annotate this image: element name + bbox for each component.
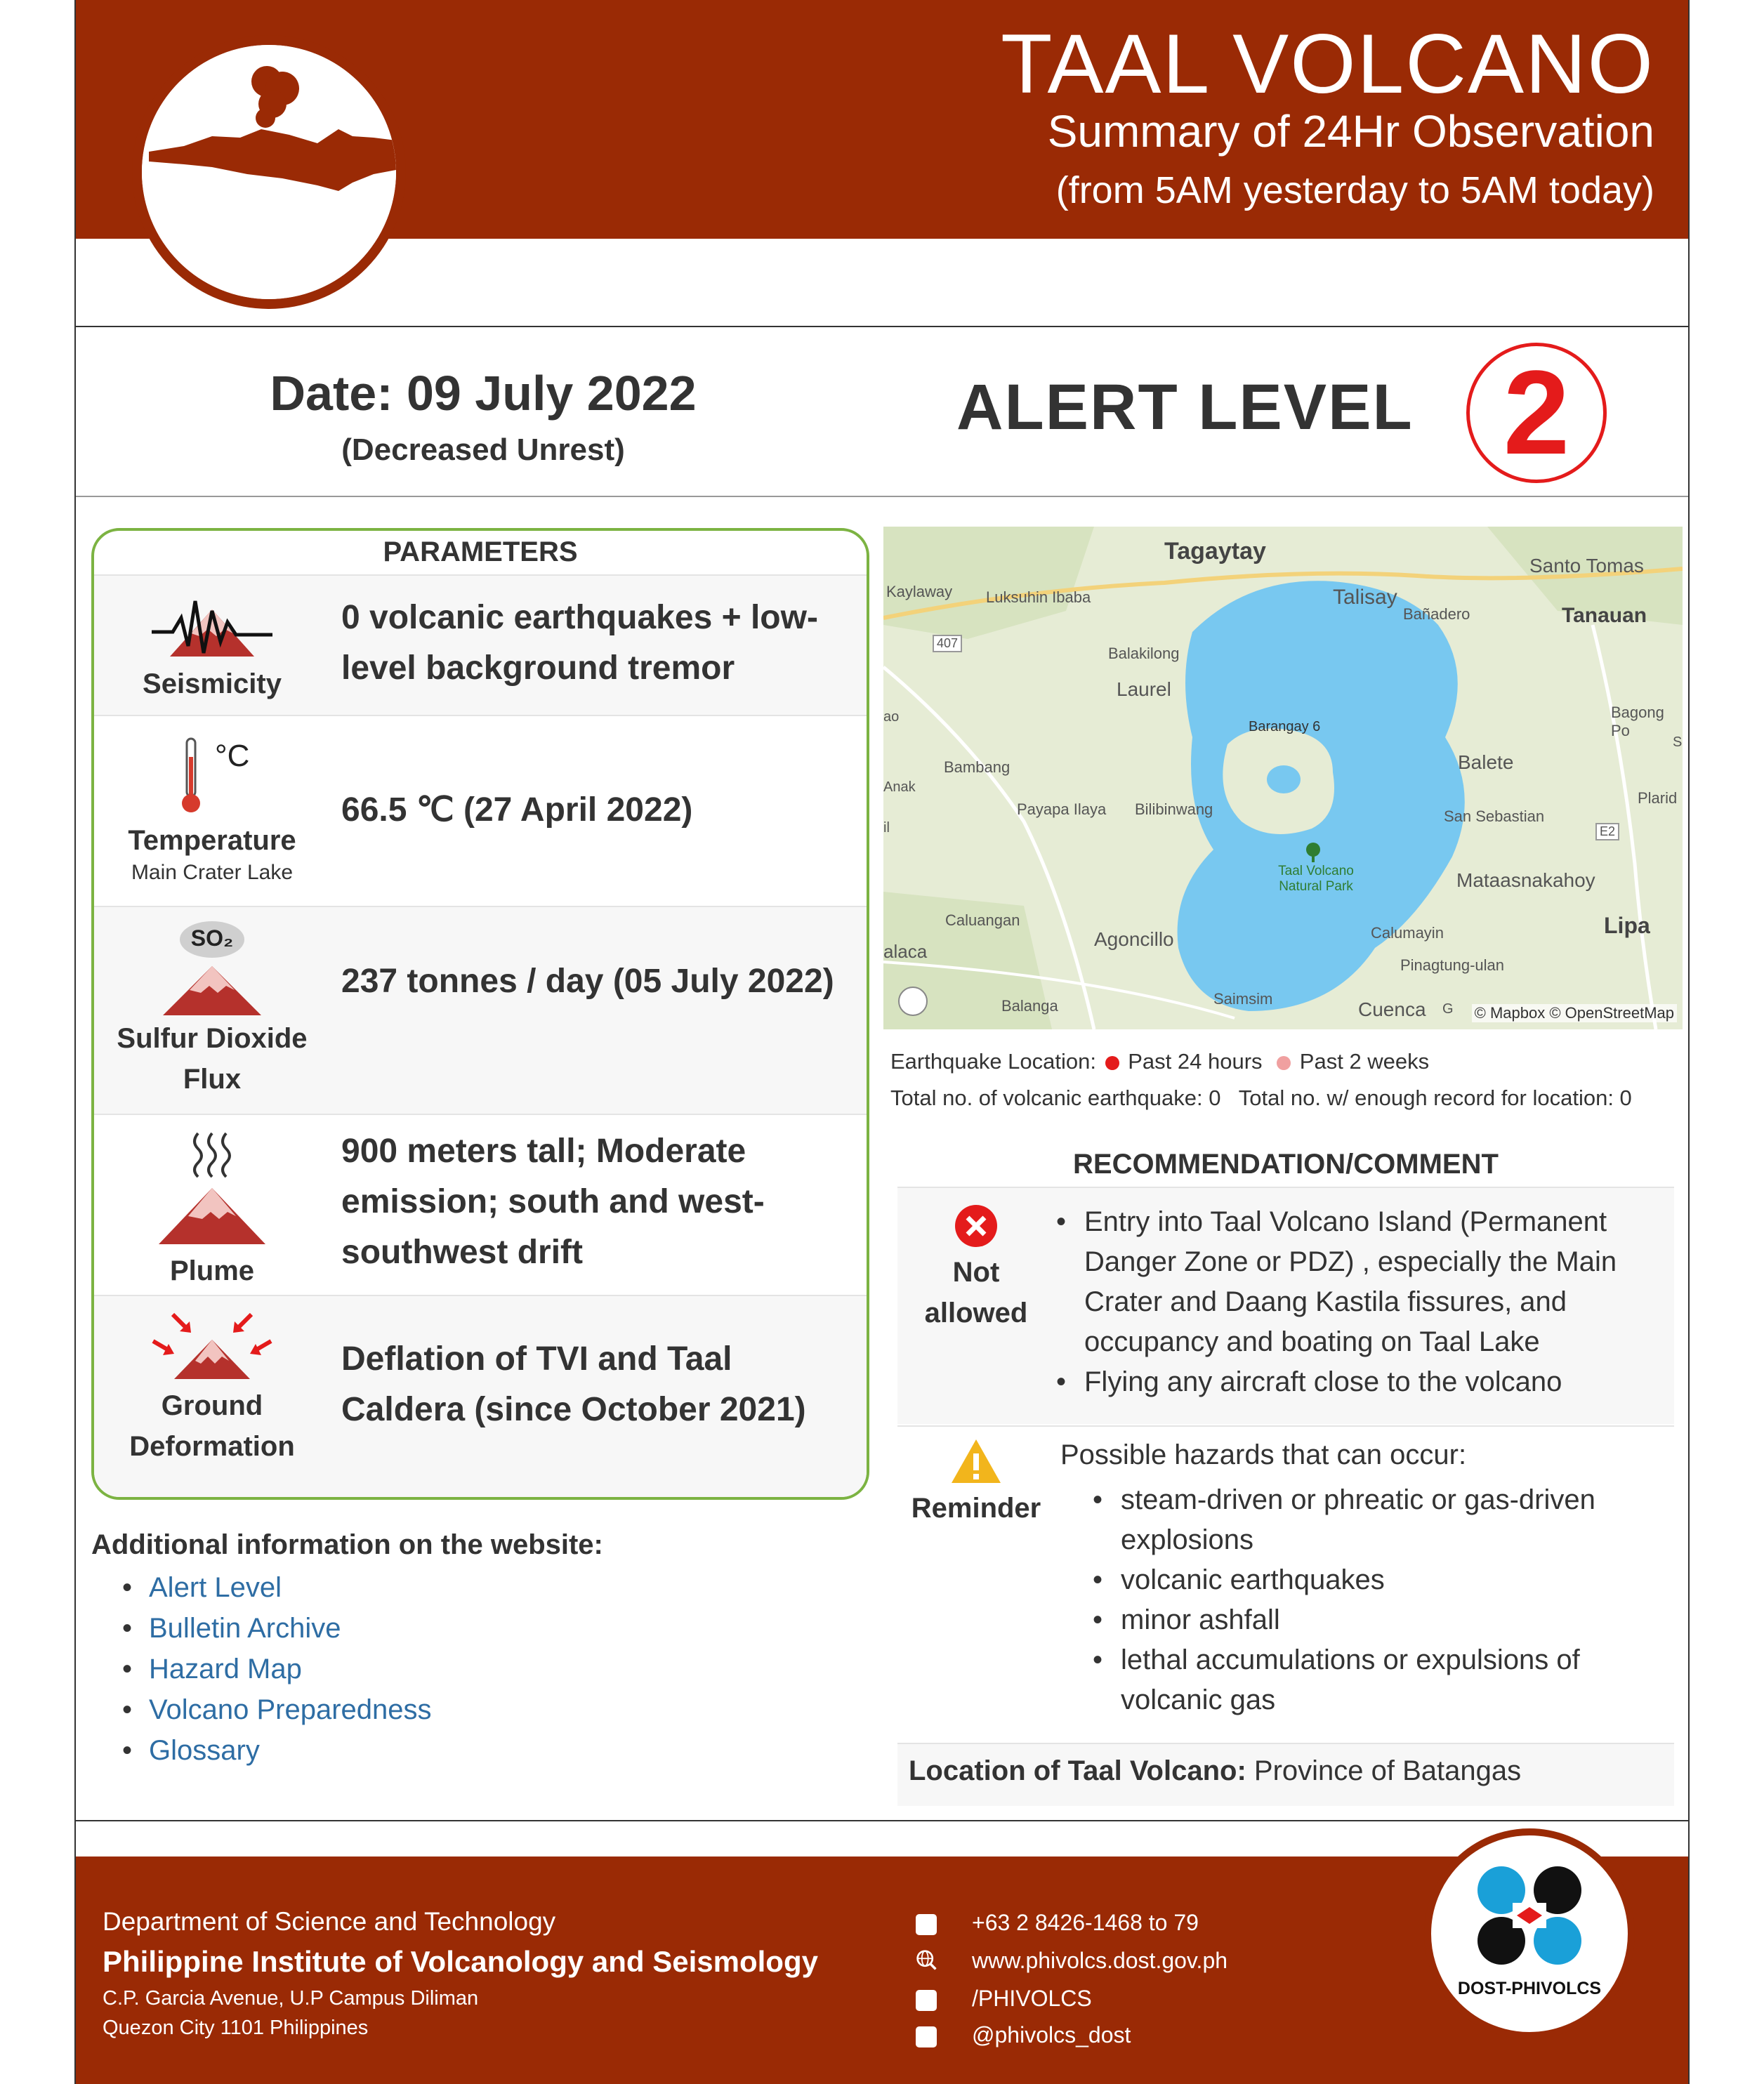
- link-alert-level[interactable]: • Alert Level: [118, 1567, 432, 1608]
- map-label: Anak: [883, 779, 916, 795]
- plume-icon: [149, 1128, 275, 1247]
- map-label: Tanauan: [1562, 604, 1647, 627]
- earthquake-location-map[interactable]: [883, 527, 1683, 1029]
- twitter-icon: [916, 2026, 937, 2047]
- map-label: Calumayin: [1371, 924, 1444, 942]
- map-label: Payapa Ilaya: [1017, 800, 1107, 818]
- location-value: Province of Batangas: [1253, 1755, 1522, 1786]
- link-hazard-map[interactable]: • Hazard Map: [118, 1649, 432, 1689]
- map-label: Mataasnakahoy: [1456, 869, 1595, 891]
- map-label: San Sebastian: [1444, 807, 1545, 825]
- bulletin-page: [74, 0, 1690, 2084]
- footer-facebook[interactable]: /PHIVOLCS: [972, 1986, 1092, 2011]
- dost-phivolcs-logo: [1424, 1828, 1635, 2039]
- map-label: Lipa: [1604, 913, 1650, 938]
- map-label: Caluangan: [945, 911, 1020, 929]
- map-label: S: [1673, 734, 1683, 750]
- map-label: Balete: [1458, 751, 1514, 773]
- past-24h-dot-icon: [1105, 1056, 1119, 1070]
- bulletin-title: TAAL VOLCANO: [1001, 17, 1654, 111]
- reminder-label: Reminder: [911, 1493, 1041, 1524]
- observation-period: (from 5AM yesterday to 5AM today): [1055, 169, 1654, 211]
- map-label: alaca: [883, 941, 928, 962]
- plume-label: Plume: [169, 1255, 255, 1286]
- plume-value: 900 meters tall; Moderate emission; south and west-southwest drift: [341, 1133, 765, 1271]
- footer-divider: [76, 1820, 1688, 1821]
- footer-institute: Philippine Institute of Volcanology and Seismology: [103, 1945, 818, 1978]
- ground-deformation-label: Ground Deformation: [129, 1390, 295, 1462]
- past-2wk-label: Past 2 weeks: [1299, 1049, 1430, 1074]
- footer-address-1: C.P. Garcia Avenue, U.P Campus Diliman: [103, 1987, 479, 2010]
- seismicity-label: Seismicity: [143, 668, 282, 699]
- earthquake-legend: [890, 1049, 1429, 1074]
- dost-logo-label: DOST-PHIVOLCS: [1457, 1979, 1602, 1998]
- map-label: Tagaytay: [1164, 538, 1266, 565]
- additional-info-title: Additional information on the website:: [91, 1529, 603, 1560]
- additional-info-links: [118, 1567, 432, 1771]
- past-24h-label: Past 24 hours: [1128, 1049, 1263, 1074]
- alert-level-label: ALERT LEVEL: [956, 371, 1414, 443]
- map-label: Plarid: [1638, 789, 1678, 807]
- map-label: Barangay 6: [1249, 719, 1321, 734]
- footer-phone[interactable]: +63 2 8426-1468 to 79: [972, 1910, 1199, 1935]
- parameter-row-temperature: [94, 715, 867, 906]
- map-label: Saimsim: [1213, 990, 1273, 1008]
- map-label: Balakilong: [1108, 645, 1180, 662]
- list-item: • volcanic earthquakes: [1090, 1560, 1645, 1600]
- footer-twitter[interactable]: @phivolcs_dost: [972, 2022, 1131, 2047]
- map-road-badge: E2: [1595, 823, 1619, 840]
- thermometer-icon: [163, 736, 261, 815]
- list-item: • lethal accumulations or expulsions of volcanic gas: [1090, 1640, 1645, 1720]
- unrest-status: (Decreased Unrest): [341, 433, 625, 467]
- link-bulletin-archive[interactable]: • Bulletin Archive: [118, 1608, 432, 1649]
- not-allowed-list: [1053, 1202, 1657, 1402]
- map-label: Bilibinwang: [1135, 800, 1213, 818]
- parameter-row-plume: [94, 1114, 867, 1295]
- location-label: Location of Taal Volcano:: [909, 1755, 1246, 1786]
- past-2wk-dot-icon: [1277, 1056, 1291, 1070]
- so2-value: 237 tonnes / day (05 July 2022): [341, 963, 834, 1000]
- map-label: Taal Volcano Natural Park: [1278, 864, 1354, 894]
- bulletin-subtitle: Summary of 24Hr Observation: [1047, 106, 1654, 157]
- parameter-row-ground-deformation: [94, 1295, 867, 1500]
- map-label: il: [883, 820, 890, 836]
- list-item: • Entry into Taal Volcano Island (Permanent Danger Zone or PDZ) , especially the Main Crater and Daang Kastila fissures, and occupancy and boating on Taal Lake: [1053, 1202, 1657, 1362]
- map-label: Bambang: [944, 758, 1011, 776]
- warning-icon: [950, 1438, 1002, 1484]
- parameter-row-seismicity: [94, 574, 867, 715]
- not-allowed-label-2: allowed: [924, 1298, 1028, 1328]
- so2-symbol: SO₂: [190, 925, 234, 951]
- list-item: • steam-driven or phreatic or gas-driven explosions: [1090, 1480, 1645, 1560]
- not-allowed-row: [897, 1187, 1674, 1424]
- facebook-icon: [916, 1990, 937, 2011]
- map-label: Luksuhin Ibaba: [986, 588, 1091, 606]
- hazards-list: [1090, 1480, 1645, 1720]
- map-label: Pinagtung-ulan: [1400, 956, 1505, 974]
- map-label: Laurel: [1117, 678, 1171, 700]
- recommendation-title: RECOMMENDATION/COMMENT: [1073, 1149, 1499, 1180]
- map-attribution[interactable]: © Mapbox © OpenStreetMap: [1472, 1004, 1677, 1022]
- not-allowed-label-1: Not: [952, 1257, 1000, 1288]
- so2-volcano-icon: [149, 920, 275, 1018]
- celsius-symbol: °C: [215, 739, 250, 773]
- ground-deformation-value: Deflation of TVI and Taal Caldera (since October 2021): [341, 1340, 806, 1428]
- temperature-label: Temperature: [128, 825, 296, 856]
- map-label: Bañadero: [1403, 605, 1470, 623]
- parameter-row-so2: [94, 906, 867, 1114]
- reminder-intro: Possible hazards that can occur:: [1060, 1439, 1467, 1470]
- map-road-badge: 407: [933, 635, 962, 652]
- temperature-value: 66.5 ℃ (27 April 2022): [341, 791, 693, 829]
- footer-website[interactable]: www.phivolcs.dost.gov.ph: [972, 1948, 1228, 1973]
- bulletin-date: Date: 09 July 2022: [270, 366, 697, 421]
- ground-deformation-icon: [149, 1312, 275, 1382]
- map-label: G: [1442, 1001, 1454, 1017]
- location-row: [897, 1743, 1674, 1806]
- reminder-row: [897, 1425, 1674, 1741]
- parameters-panel: [91, 528, 869, 1500]
- seismicity-icon: [149, 590, 275, 660]
- alert-level-badge: 2: [1466, 343, 1607, 483]
- map-label: Bagong Po: [1611, 704, 1664, 739]
- map-label: Santo Tomas: [1529, 555, 1644, 576]
- link-glossary[interactable]: • Glossary: [118, 1730, 432, 1771]
- list-item: • minor ashfall: [1090, 1600, 1645, 1640]
- map-label: Cuenca: [1358, 998, 1426, 1020]
- footer-address-2: Quezon City 1101 Philippines: [103, 2017, 369, 2039]
- taal-volcano-logo-icon: [132, 35, 406, 309]
- date-alert-row: [76, 329, 1688, 497]
- map-label: Talisay: [1333, 586, 1397, 609]
- phone-icon: [916, 1914, 937, 1935]
- parameters-heading: PARAMETERS: [383, 536, 578, 567]
- map-label: Agoncillo: [1094, 928, 1174, 950]
- map-label: Kaylaway: [886, 583, 953, 600]
- not-allowed-icon: [954, 1203, 999, 1248]
- footer-department: Department of Science and Technology: [103, 1907, 556, 1936]
- map-label: ao: [883, 709, 900, 725]
- map-label: Balanga: [1001, 997, 1058, 1015]
- earthquake-location-label: Earthquake Location:: [890, 1049, 1096, 1074]
- seismicity-value: 0 volcanic earthquakes + low-level background tremor: [341, 599, 818, 687]
- so2-label: Sulfur Dioxide Flux: [117, 1023, 308, 1095]
- globe-search-icon: [916, 1949, 937, 1970]
- list-item: • Flying any aircraft close to the volcano: [1053, 1362, 1657, 1402]
- temperature-sublabel: Main Crater Lake: [131, 861, 294, 884]
- dost-logo-icon: [1473, 1864, 1586, 1969]
- earthquake-totals: Total no. of volcanic earthquake: 0 Total no. w/ enough record for location: 0: [890, 1086, 1632, 1110]
- link-volcano-preparedness[interactable]: • Volcano Preparedness: [118, 1689, 432, 1730]
